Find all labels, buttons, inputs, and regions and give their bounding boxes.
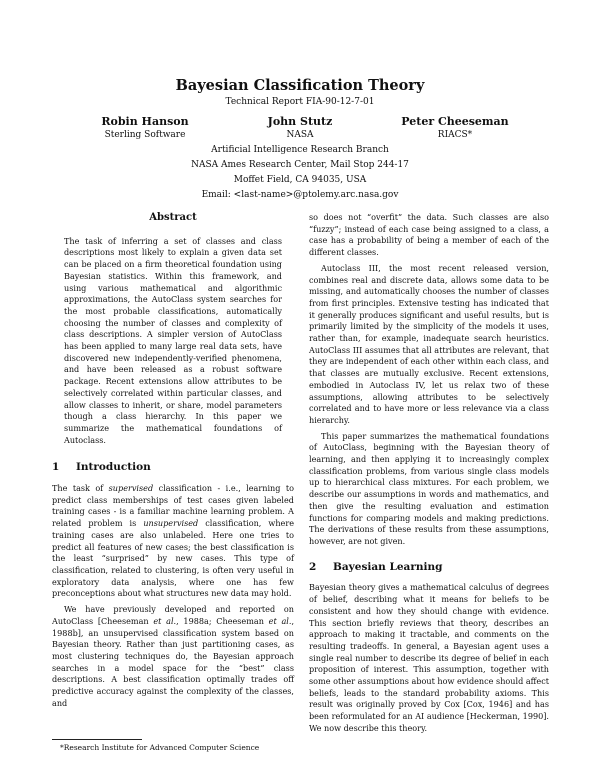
intro-paragraph-4: Autoclass III, the most recent released version, combines real and discrete data, allows some data to be missing, and automatically chooses the number of classes from first principles. Extensive testing has indicated that it generally produces significant and useful results, but is primarily limited by the simplicity of the models it uses, rather than, for example, inadequate search heuristics. AutoClass III assumes that all attributes are relevant, that they are independent of each other within each class, and that classes are mutually exclusive. Recent extensions, embodied in Autoclass IV, let us relax two of these assumptions, allowing attributes to be selectively correlated and to have more or less relevance via a class hierarchy. [309, 262, 549, 425]
intro-paragraph-2: We have previously developed and reported on AutoClass [Cheeseman et al., 1988a; Cheeseman et al., 1988b], an unsupervised classification system based on Bayesian theory. Rather than just partitioning cases, as most clustering techniques do, the Bayesian approach searches in a model space for the “best” class descriptions. A best classification optimally trades off predictive accuracy against the complexity of the classes, and [52, 604, 295, 708]
section-1-heading [52, 462, 294, 474]
abstract-body: The task of inferring a set of classes and class descriptions most likely to explain a given data set can be placed on a firm theoretical foundation using Bayesian statistics. Within this framework, and using various mathematical and algorithmic approximations, the AutoClass system searches for the most probable classifications, automatically choosing the number of classes and complexity of class descriptions. A simpler version of AutoClass has been applied to many large real data sets, have discovered new independently-verified phenomena, and have been released as a robust software package. Recent extensions allow attributes to be selectively correlated within particular classes, and allow classes to inherit, or share, model parameters though a class hierarchy. In this paper we summarize the mathematical foundations of Autoclass. [64, 235, 282, 445]
author-affiliation-stutz: NASA [286, 130, 314, 140]
section-1-title: Introduction [76, 461, 151, 474]
author-name-cheeseman: Peter Cheeseman [401, 115, 509, 128]
author-name-stutz: John Stutz [267, 115, 333, 128]
left-column [52, 212, 294, 709]
address-line-1: NASA Ames Research Center, Mail Stop 244-17 [191, 160, 409, 170]
lab-name: Artificial Intelligence Research Branch [211, 145, 389, 155]
contact-email: Email: <last-name>@ptolemy.arc.nasa.gov [201, 190, 399, 200]
abstract-heading: Abstract [149, 212, 197, 223]
section-2-heading [309, 562, 549, 574]
bayes-paragraph-1: Bayesian theory gives a mathematical calculus of degrees of belief, describing what it means for beliefs to be consistent and how they should change with evidence. This section briefly reviews that theory, describes an approach to making it tractable, and comments on the resulting tradeoffs. In general, a Bayesian agent uses a single real number to describe its degree of belief in each proposition of interest. This assumption, together with some other assumptions about how evidence should affect beliefs, leads to the standard probability axioms. This result was originally proved by Cox [Cox, 1946] and has been reformulated for an AI audience [Heckerman, 1990]. We now describe this theory. [309, 582, 549, 733]
intro-paragraph-1: The task of supervised classification - i.e., learning to predict class memberships of test cases given labeled training cases - is a familiar machine learning problem. A related problem is unsupervised classification, where training cases are also unlabeled. Here one tries to predict all features of new cases; the best classification is the least “surprised” by new cases. This type of classification, related to clustering, is often very useful in exploratory data analysis, where one has few preconceptions about what structures new data may hold. [52, 483, 294, 599]
author-name-hanson: Robin Hanson [101, 115, 189, 128]
footnote: *Research Institute for Advanced Computer Science [60, 743, 260, 752]
intro-paragraph-3: so does not “overfit” the data. Such classes are also “fuzzy”; instead of each case being assigned to a class, a case has a probability of being a member of each of the different classes. [309, 212, 549, 258]
intro-paragraph-5: This paper summarizes the mathematical foundations of AutoClass, beginning with the Bayesian theory of learning, and then applying it to increasingly complex classification problems, from various single class models up to hierarchical class mixtures. For each problem, we describe our assumptions in words and mathematics, and then give the resulting evaluation and estimation functions for comparing models and making predictions. The derivations of these results from these assumptions, however, are not given. [309, 430, 549, 546]
section-2-title: Bayesian Learning [333, 560, 443, 573]
section-1-number: 1 [52, 461, 60, 474]
footnote-rule [52, 739, 142, 740]
report-number: Technical Report FIA-90-12-7-01 [225, 97, 375, 107]
address-line-2: Moffet Field, CA 94035, USA [233, 175, 367, 185]
author-affiliation-hanson: Sterling Software [104, 130, 186, 140]
author-affiliation-cheeseman: RIACS* [437, 130, 473, 140]
section-2-number: 2 [309, 560, 317, 573]
paper-title: Bayesian Classification Theory [175, 77, 425, 94]
right-column [309, 212, 549, 735]
